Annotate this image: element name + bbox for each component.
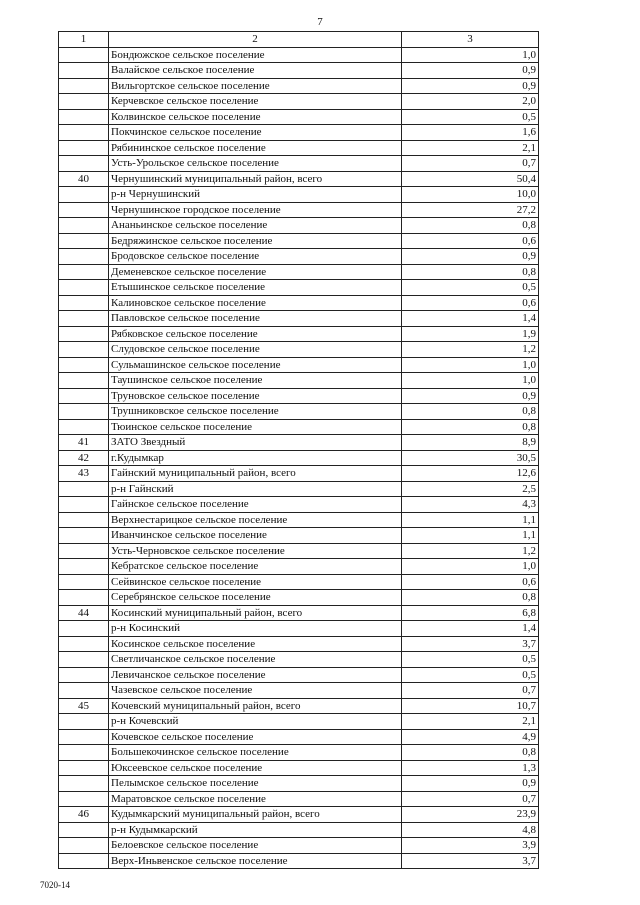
row-number-cell [59, 853, 109, 869]
table-row [59, 466, 539, 482]
table-row [59, 233, 539, 249]
value-cell: 0,6 [402, 295, 539, 311]
value-cell: 2,5 [402, 481, 539, 497]
row-number-cell: 46 [59, 807, 109, 823]
value-cell: 0,5 [402, 667, 539, 683]
municipality-name-cell: Слудовское сельское поселение [109, 342, 402, 358]
table-body [59, 47, 539, 869]
municipality-name-cell: Пелымское сельское поселение [109, 776, 402, 792]
municipality-name-cell: Верхнестарицкое сельское поселение [109, 512, 402, 528]
municipality-name-cell: Светличанское сельское поселение [109, 652, 402, 668]
row-number-cell [59, 729, 109, 745]
municipality-name-cell: Вильгортское сельское поселение [109, 78, 402, 94]
municipality-name-cell: Калиновское сельское поселение [109, 295, 402, 311]
row-number-cell [59, 667, 109, 683]
municipality-name-cell: Керчевское сельское поселение [109, 94, 402, 110]
row-number-cell [59, 574, 109, 590]
municipality-name-cell: Рябковское сельское поселение [109, 326, 402, 342]
municipality-name-cell: Кебратское сельское поселение [109, 559, 402, 575]
row-number-cell [59, 404, 109, 420]
value-cell: 1,2 [402, 543, 539, 559]
table-row [59, 202, 539, 218]
value-cell: 0,7 [402, 791, 539, 807]
row-number-cell [59, 822, 109, 838]
row-number-cell [59, 745, 109, 761]
row-number-cell [59, 187, 109, 203]
table-row [59, 311, 539, 327]
municipality-name-cell: Кочевское сельское поселение [109, 729, 402, 745]
value-cell: 0,5 [402, 109, 539, 125]
row-number-cell [59, 559, 109, 575]
table-row [59, 745, 539, 761]
table-row [59, 388, 539, 404]
value-cell: 4,3 [402, 497, 539, 513]
row-number-cell [59, 373, 109, 389]
row-number-cell [59, 791, 109, 807]
municipality-name-cell: г.Кудымкар [109, 450, 402, 466]
row-number-cell [59, 47, 109, 63]
value-cell: 0,5 [402, 652, 539, 668]
row-number-cell [59, 156, 109, 172]
table-row [59, 481, 539, 497]
value-cell: 0,6 [402, 574, 539, 590]
row-number-cell [59, 280, 109, 296]
column-header-1: 1 [59, 32, 109, 48]
value-cell: 0,8 [402, 404, 539, 420]
table-row [59, 249, 539, 265]
value-cell: 1,0 [402, 559, 539, 575]
row-number-cell [59, 249, 109, 265]
municipality-name-cell: Кочевский муниципальный район, всего [109, 698, 402, 714]
value-cell: 0,8 [402, 419, 539, 435]
row-number-cell: 40 [59, 171, 109, 187]
row-number-cell [59, 63, 109, 79]
table-row [59, 714, 539, 730]
municipality-name-cell: Косинское сельское поселение [109, 636, 402, 652]
table-row [59, 683, 539, 699]
value-cell: 3,7 [402, 853, 539, 869]
municipality-name-cell: Белоевское сельское поселение [109, 838, 402, 854]
row-number-cell [59, 497, 109, 513]
value-cell: 3,9 [402, 838, 539, 854]
municipality-name-cell: Ананьинское сельское поселение [109, 218, 402, 234]
row-number-cell [59, 481, 109, 497]
row-number-cell [59, 621, 109, 637]
table-row [59, 63, 539, 79]
municipality-name-cell: Трушниковское сельское поселение [109, 404, 402, 420]
table-row [59, 78, 539, 94]
row-number-cell: 42 [59, 450, 109, 466]
municipality-name-cell: Сейвинское сельское поселение [109, 574, 402, 590]
table-row [59, 187, 539, 203]
row-number-cell [59, 838, 109, 854]
municipality-name-cell: Бедряжинское сельское поселение [109, 233, 402, 249]
row-number-cell [59, 326, 109, 342]
municipality-name-cell: Деменевское сельское поселение [109, 264, 402, 280]
table-row [59, 280, 539, 296]
row-number-cell: 45 [59, 698, 109, 714]
municipality-name-cell: ЗАТО Звездный [109, 435, 402, 451]
table-row [59, 590, 539, 606]
municipality-name-cell: Чернушинское городское поселение [109, 202, 402, 218]
municipality-name-cell: Павловское сельское поселение [109, 311, 402, 327]
value-cell: 0,7 [402, 156, 539, 172]
table-row [59, 497, 539, 513]
municipality-name-cell: Етышинское сельское поселение [109, 280, 402, 296]
table-header-row [59, 32, 539, 48]
table-row [59, 326, 539, 342]
table-row [59, 404, 539, 420]
table-row [59, 295, 539, 311]
row-number-cell [59, 295, 109, 311]
value-cell: 0,8 [402, 218, 539, 234]
table-row [59, 342, 539, 358]
municipality-name-cell: Тюинское сельское поселение [109, 419, 402, 435]
municipality-name-cell: р-н Гайнский [109, 481, 402, 497]
municipality-name-cell: Чернушинский муниципальный район, всего [109, 171, 402, 187]
municipality-name-cell: Кудымкарский муниципальный район, всего [109, 807, 402, 823]
value-cell: 1,0 [402, 357, 539, 373]
table-row [59, 636, 539, 652]
value-cell: 2,1 [402, 714, 539, 730]
value-cell: 0,7 [402, 683, 539, 699]
municipality-name-cell: Маратовское сельское поселение [109, 791, 402, 807]
municipality-name-cell: р-н Чернушинский [109, 187, 402, 203]
value-cell: 23,9 [402, 807, 539, 823]
municipality-name-cell: Юксеевское сельское поселение [109, 760, 402, 776]
row-number-cell [59, 140, 109, 156]
row-number-cell [59, 683, 109, 699]
municipality-name-cell: Бродовское сельское поселение [109, 249, 402, 265]
table-row [59, 838, 539, 854]
row-number-cell [59, 652, 109, 668]
value-cell: 8,9 [402, 435, 539, 451]
value-cell: 1,2 [402, 342, 539, 358]
table-row [59, 171, 539, 187]
table-row [59, 698, 539, 714]
row-number-cell [59, 419, 109, 435]
table-row [59, 450, 539, 466]
table-row [59, 559, 539, 575]
table-row [59, 528, 539, 544]
municipality-name-cell: Рябининское сельское поселение [109, 140, 402, 156]
value-cell: 1,9 [402, 326, 539, 342]
value-cell: 0,8 [402, 590, 539, 606]
value-cell: 1,3 [402, 760, 539, 776]
table-row [59, 791, 539, 807]
table-row [59, 264, 539, 280]
value-cell: 30,5 [402, 450, 539, 466]
municipality-name-cell: Колвинское сельское поселение [109, 109, 402, 125]
table-row [59, 760, 539, 776]
page-number: 7 [317, 16, 323, 28]
table-row [59, 156, 539, 172]
table-row [59, 419, 539, 435]
row-number-cell [59, 636, 109, 652]
row-number-cell [59, 357, 109, 373]
table-row [59, 47, 539, 63]
table-row [59, 94, 539, 110]
row-number-cell [59, 512, 109, 528]
municipality-name-cell: Левичанское сельское поселение [109, 667, 402, 683]
value-cell: 0,9 [402, 249, 539, 265]
value-cell: 1,1 [402, 512, 539, 528]
municipality-name-cell: Серебрянское сельское поселение [109, 590, 402, 606]
value-cell: 1,0 [402, 47, 539, 63]
row-number-cell [59, 714, 109, 730]
value-cell: 0,5 [402, 280, 539, 296]
row-number-cell [59, 760, 109, 776]
municipality-name-cell: Покчинское сельское поселение [109, 125, 402, 141]
value-cell: 10,0 [402, 187, 539, 203]
value-cell: 3,7 [402, 636, 539, 652]
value-cell: 27,2 [402, 202, 539, 218]
municipality-name-cell: Сульмашинское сельское поселение [109, 357, 402, 373]
value-cell: 2,0 [402, 94, 539, 110]
row-number-cell [59, 94, 109, 110]
municipality-name-cell: Бондюжское сельское поселение [109, 47, 402, 63]
value-cell: 4,8 [402, 822, 539, 838]
value-cell: 1,4 [402, 621, 539, 637]
row-number-cell [59, 202, 109, 218]
municipality-name-cell: Усть-Урольское сельское поселение [109, 156, 402, 172]
municipality-name-cell: р-н Кочевский [109, 714, 402, 730]
municipality-name-cell: р-н Косинский [109, 621, 402, 637]
row-number-cell [59, 342, 109, 358]
row-number-cell [59, 125, 109, 141]
row-number-cell [59, 543, 109, 559]
row-number-cell [59, 218, 109, 234]
row-number-cell: 43 [59, 466, 109, 482]
row-number-cell: 44 [59, 605, 109, 621]
table-row [59, 125, 539, 141]
allocation-table [58, 31, 539, 869]
value-cell: 0,6 [402, 233, 539, 249]
municipality-name-cell: Усть-Черновское сельское поселение [109, 543, 402, 559]
table-row [59, 574, 539, 590]
table-row [59, 140, 539, 156]
value-cell: 6,8 [402, 605, 539, 621]
row-number-cell [59, 590, 109, 606]
document-code: 7020-14 [40, 880, 70, 890]
column-header-3: 3 [402, 32, 539, 48]
row-number-cell [59, 233, 109, 249]
value-cell: 0,9 [402, 776, 539, 792]
table-row [59, 543, 539, 559]
value-cell: 1,1 [402, 528, 539, 544]
row-number-cell [59, 109, 109, 125]
row-number-cell [59, 264, 109, 280]
row-number-cell [59, 528, 109, 544]
value-cell: 0,9 [402, 78, 539, 94]
value-cell: 1,4 [402, 311, 539, 327]
value-cell: 0,8 [402, 264, 539, 280]
value-cell: 4,9 [402, 729, 539, 745]
table-row [59, 605, 539, 621]
table-row [59, 729, 539, 745]
value-cell: 2,1 [402, 140, 539, 156]
value-cell: 0,9 [402, 63, 539, 79]
table-row [59, 853, 539, 869]
row-number-cell [59, 776, 109, 792]
row-number-cell [59, 311, 109, 327]
row-number-cell [59, 388, 109, 404]
municipality-name-cell: Иванчинское сельское поселение [109, 528, 402, 544]
table-row [59, 357, 539, 373]
table-row [59, 652, 539, 668]
table-row [59, 807, 539, 823]
value-cell: 0,8 [402, 745, 539, 761]
row-number-cell: 41 [59, 435, 109, 451]
column-header-2: 2 [109, 32, 402, 48]
table-row [59, 109, 539, 125]
value-cell: 50,4 [402, 171, 539, 187]
table-row [59, 822, 539, 838]
municipality-name-cell: Косинский муниципальный район, всего [109, 605, 402, 621]
value-cell: 0,9 [402, 388, 539, 404]
table-row [59, 512, 539, 528]
municipality-name-cell: Чазевское сельское поселение [109, 683, 402, 699]
value-cell: 12,6 [402, 466, 539, 482]
table-row [59, 373, 539, 389]
table-row [59, 667, 539, 683]
municipality-name-cell: Верх-Иньвенское сельское поселение [109, 853, 402, 869]
table-row [59, 218, 539, 234]
value-cell: 1,6 [402, 125, 539, 141]
table-row [59, 435, 539, 451]
municipality-name-cell: Труновское сельское поселение [109, 388, 402, 404]
municipality-name-cell: Таушинское сельское поселение [109, 373, 402, 389]
municipality-name-cell: р-н Кудымкарский [109, 822, 402, 838]
municipality-name-cell: Гайнское сельское поселение [109, 497, 402, 513]
row-number-cell [59, 78, 109, 94]
table-row [59, 776, 539, 792]
value-cell: 10,7 [402, 698, 539, 714]
municipality-name-cell: Большекочинское сельское поселение [109, 745, 402, 761]
value-cell: 1,0 [402, 373, 539, 389]
municipality-name-cell: Гайнский муниципальный район, всего [109, 466, 402, 482]
table-row [59, 621, 539, 637]
municipality-name-cell: Валайское сельское поселение [109, 63, 402, 79]
